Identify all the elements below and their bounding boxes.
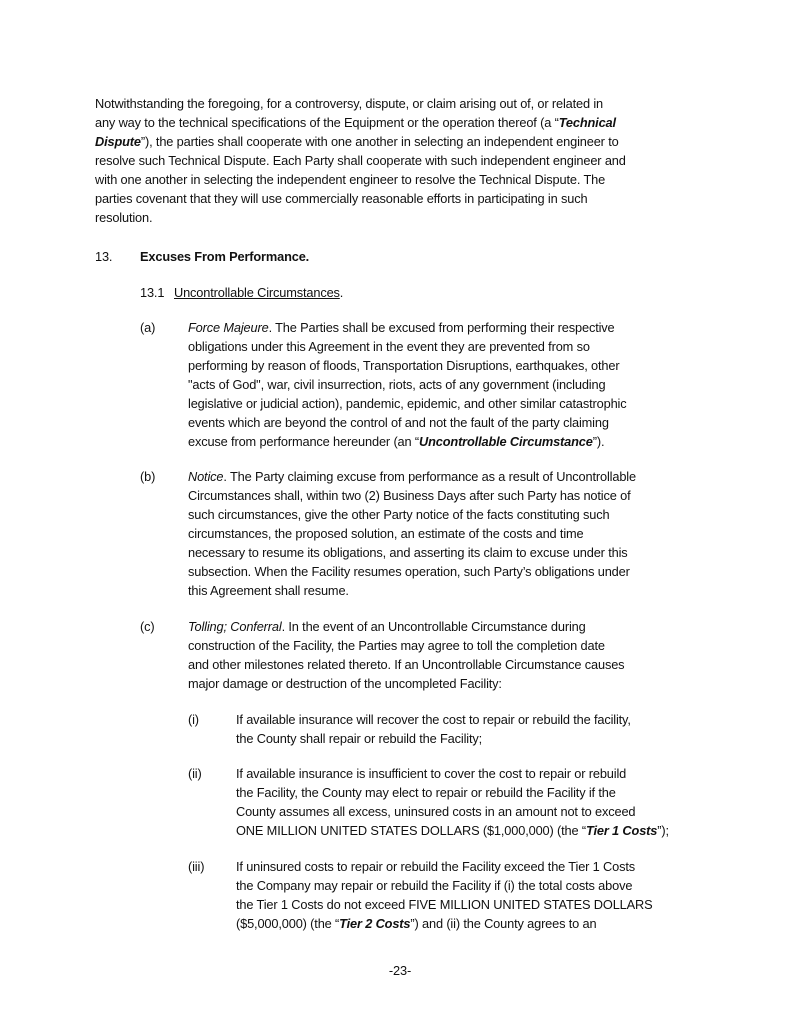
text-line	[236, 783, 669, 802]
text-line	[188, 581, 636, 600]
text-line	[95, 170, 626, 189]
text-line	[188, 636, 624, 655]
text-line	[188, 617, 624, 636]
text-segment: necessary to resume its obligations, and asserting its claim to excuse under this	[188, 545, 628, 560]
text-segment: ONE MILLION UNITED STATES DOLLARS ($1,000,000) (the “	[236, 823, 587, 838]
text-segment: . In the event of an Uncontrollable Circumstance during	[281, 619, 586, 634]
text-segment: If uninsured costs to repair or rebuild the Facility exceed the Tier 1 Costs	[236, 859, 636, 874]
text-line	[188, 674, 624, 693]
text-line	[188, 543, 636, 562]
clause-a-label: (a)	[140, 320, 156, 335]
text-line	[188, 524, 636, 543]
text-line	[236, 802, 669, 821]
text-line	[236, 710, 631, 729]
text-segment: ”) and (ii) the County agrees to an	[410, 916, 597, 931]
text-segment: the County shall repair or rebuild the Facility;	[236, 731, 483, 746]
text-line	[236, 895, 653, 914]
text-segment: legislative or judicial action), pandemic, epidemic, and other similar catastrophic	[188, 396, 627, 411]
text-segment: . The Parties shall be excused from performing their respective	[268, 320, 615, 335]
text-line	[236, 857, 653, 876]
defined-term: Technical	[558, 115, 616, 130]
clause-caption: Tolling; Conferral	[188, 619, 282, 634]
text-segment: such circumstances, give the other Party notice of the facts constituting such	[188, 507, 610, 522]
section-13-1-number: 13.1	[140, 285, 165, 300]
text-line	[188, 375, 627, 394]
clause-ii	[236, 764, 669, 840]
text-line	[188, 655, 624, 674]
text-segment: performing by reason of floods, Transportation Disruptions, earthquakes, other	[188, 358, 620, 373]
text-line	[236, 729, 631, 748]
clause-i-label: (i)	[188, 712, 199, 727]
section-13-1-title: Uncontrollable Circumstances	[174, 285, 340, 300]
text-line	[95, 94, 626, 113]
intro-paragraph	[95, 94, 626, 227]
clause-c-tolling	[188, 617, 624, 693]
text-segment: any way to the technical specifications of the Equipment or the operation thereof (a “	[95, 115, 559, 130]
text-line	[188, 337, 627, 356]
text-segment: ”);	[657, 823, 669, 838]
text-segment: circumstances, the proposed solution, an estimate of the costs and time	[188, 526, 584, 541]
text-segment: parties covenant that they will use commercially reasonable efforts in participating in such	[95, 191, 588, 206]
clause-c-label: (c)	[140, 619, 155, 634]
text-segment: the Tier 1 Costs do not exceed FIVE MILLION UNITED STATES DOLLARS	[236, 897, 653, 912]
section-13-1-heading	[174, 283, 343, 302]
text-line	[95, 208, 626, 227]
text-line	[188, 486, 636, 505]
text-segment: major damage or destruction of the uncompleted Facility:	[188, 676, 502, 691]
defined-term: Tier 2 Costs	[339, 916, 411, 931]
text-segment: "acts of God", war, civil insurrection, riots, acts of any government (including	[188, 377, 606, 392]
text-segment: If available insurance is insufficient to cover the cost to repair or rebuild	[236, 766, 627, 781]
text-line	[188, 467, 636, 486]
clause-ii-label: (ii)	[188, 766, 202, 781]
text-segment: . The Party claiming excuse from performance as a result of Uncontrollable	[223, 469, 636, 484]
section-13-1-suffix: .	[339, 285, 344, 300]
section-13-heading: Excuses From Performance.	[140, 249, 310, 264]
clause-iii-label: (iii)	[188, 859, 205, 874]
section-13-number: 13.	[95, 249, 113, 264]
text-segment: subsection. When the Facility resumes operation, such Party’s obligations under	[188, 564, 630, 579]
text-segment: resolve such Technical Dispute. Each Party shall cooperate with such independent engineer and	[95, 153, 626, 168]
text-line	[188, 413, 627, 432]
text-segment: the Company may repair or rebuild the Facility if (i) the total costs above	[236, 878, 633, 893]
text-segment: County assumes all excess, uninsured costs in an amount not to exceed	[236, 804, 636, 819]
text-segment: events which are beyond the control of and not the fault of the party claiming	[188, 415, 609, 430]
text-line	[95, 132, 626, 151]
text-line	[236, 876, 653, 895]
text-segment: obligations under this Agreement in the event they are prevented from so	[188, 339, 590, 354]
defined-term: Tier 1 Costs	[586, 823, 658, 838]
text-segment: ($5,000,000) (the “	[236, 916, 340, 931]
clause-a-force-majeure	[188, 318, 627, 451]
text-line	[95, 151, 626, 170]
defined-term: Uncontrollable Circumstance	[419, 434, 593, 449]
text-segment: and other milestones related thereto. If an Uncontrollable Circumstance causes	[188, 657, 625, 672]
text-segment: If available insurance will recover the cost to repair or rebuild the facility,	[236, 712, 631, 727]
defined-term: Dispute	[95, 134, 141, 149]
text-line	[188, 432, 627, 451]
text-segment: ”), the parties shall cooperate with one another in selecting an independent engineer to	[140, 134, 619, 149]
text-line	[188, 356, 627, 375]
clause-caption: Notice	[188, 469, 224, 484]
text-line	[188, 505, 636, 524]
text-line	[188, 562, 636, 581]
clause-b-label: (b)	[140, 469, 156, 484]
text-segment: Notwithstanding the foregoing, for a controversy, dispute, or claim arising out of, or related in	[95, 96, 604, 111]
text-segment: with one another in selecting the independent engineer to resolve the Technical Dispute. The	[95, 172, 606, 187]
text-line	[188, 394, 627, 413]
text-line	[95, 113, 626, 132]
text-segment: ”).	[592, 434, 605, 449]
clause-iii	[236, 857, 653, 933]
text-segment: Circumstances shall, within two (2) Business Days after such Party has notice of	[188, 488, 631, 503]
text-line	[236, 914, 653, 933]
clause-b-notice	[188, 467, 636, 600]
text-segment: construction of the Facility, the Parties may agree to toll the completion date	[188, 638, 605, 653]
text-segment: the Facility, the County may elect to repair or rebuild the Facility if the	[236, 785, 616, 800]
text-line	[95, 189, 626, 208]
text-line	[236, 764, 669, 783]
clause-i	[236, 710, 631, 748]
clause-caption: Force Majeure	[188, 320, 269, 335]
text-segment: resolution.	[95, 210, 153, 225]
text-line	[188, 318, 627, 337]
text-line	[236, 821, 669, 840]
page-number: -23-	[388, 963, 412, 978]
text-segment: this Agreement shall resume.	[188, 583, 349, 598]
text-segment: excuse from performance hereunder (an “	[188, 434, 420, 449]
